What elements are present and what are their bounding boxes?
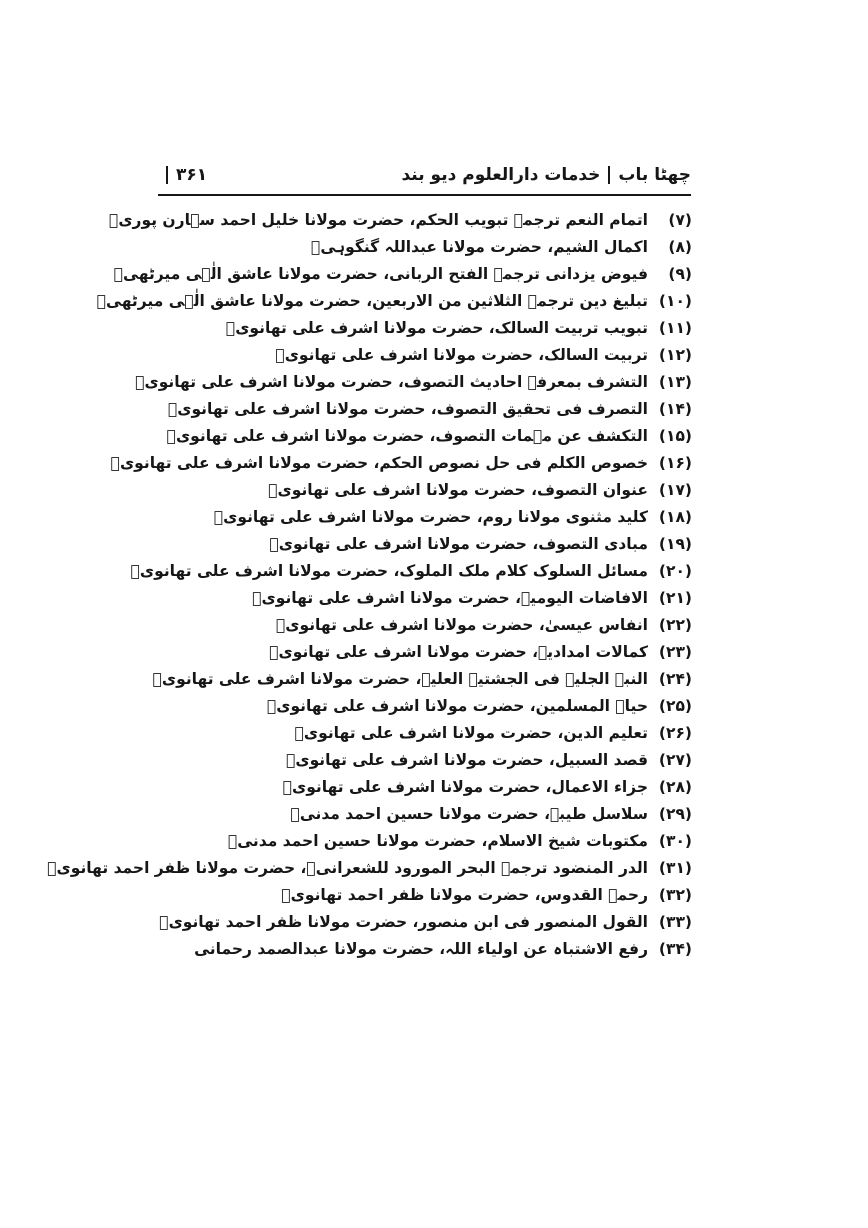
item-number: (۱۹) [658, 535, 692, 553]
item-text: مکتوبات شیخ الاسلام، حضرت مولانا حسین احمد مدنیؒ [227, 832, 648, 850]
item-text: التشرف بمعرفۃ احادیث التصوف، حضرت مولانا اشرف علی تھانویؒ [135, 373, 648, 391]
list-item [109, 207, 692, 234]
item-number: (۱۰) [658, 292, 692, 310]
item-number: (۳۰) [658, 832, 692, 850]
item-number: (۲۰) [658, 562, 692, 580]
item-number: (۱۱) [658, 319, 692, 337]
item-number: (۲۵) [658, 697, 692, 715]
header-separator [608, 166, 610, 184]
item-text: التصرف فی تحقیق التصوف، حضرت مولانا اشرف علی تھانویؒ [167, 400, 648, 418]
item-text: اکمال الشیم، حضرت مولانا عبداللہ گنگوہیؒ [311, 238, 648, 256]
list-item [300, 234, 692, 261]
item-number: (۲۸) [658, 778, 692, 796]
item-number: (۳۲) [658, 886, 692, 904]
list-item [252, 585, 692, 612]
item-text: الافاضات الیومیہ، حضرت مولانا اشرف علی تھانویؒ [252, 589, 648, 607]
list-item [282, 774, 692, 801]
chapter-label: چھٹا باب [618, 165, 691, 185]
item-number: (۳۱) [658, 859, 692, 877]
book-list [47, 207, 692, 963]
item-number: (۱۳) [658, 373, 692, 391]
header-rule [158, 194, 691, 196]
list-item [166, 423, 692, 450]
list-item [130, 558, 692, 585]
list-item [152, 666, 692, 693]
list-item [96, 288, 692, 315]
item-text: التکشف عن مہمات التصوف، حضرت مولانا اشرف علی تھانویؒ [166, 427, 648, 445]
item-number: (۲۹) [658, 805, 692, 823]
list-item [167, 396, 692, 423]
item-number: (۳۴) [658, 940, 692, 958]
item-text: انفاس عیسیٰ، حضرت مولانا اشرف علی تھانویؒ [275, 616, 648, 634]
running-header [158, 160, 691, 190]
item-text: الدر المنضود ترجمہ البحر المورود للشعرانیؒ، حضرت مولانا ظفر احمد تھانویؒ [47, 859, 648, 877]
list-item [269, 639, 692, 666]
item-text: خصوص الکلم فی حل نصوص الحکم، حضرت مولانا اشرف علی تھانویؒ [110, 454, 648, 472]
item-text: تربیت السالک، حضرت مولانا اشرف علی تھانویؒ [275, 346, 648, 364]
item-text: فیوض یزدانی ترجمہ الفتح الربانی، حضرت مولانا عاشق الٰہی میرٹھیؒ [113, 265, 648, 283]
list-item [47, 855, 692, 882]
item-text: رحمۃ القدوس، حضرت مولانا ظفر احمد تھانویؒ [281, 886, 648, 904]
item-text: مسائل السلوک کلام ملک الملوک، حضرت مولانا اشرف علی تھانویؒ [130, 562, 648, 580]
item-number: (۱۶) [658, 454, 692, 472]
item-text: القول المنصور فی ابن منصور، حضرت مولانا ظفر احمد تھانویؒ [159, 913, 648, 931]
list-item [213, 504, 692, 531]
list-item [135, 369, 692, 396]
item-number: (۲۱) [658, 589, 692, 607]
list-item [286, 747, 692, 774]
item-text: حیاۃ المسلمین، حضرت مولانا اشرف علی تھانویؒ [266, 697, 648, 715]
list-item [275, 342, 692, 369]
item-number: (۲۳) [658, 643, 692, 661]
list-item [294, 720, 692, 747]
list-item [113, 261, 692, 288]
list-item [225, 315, 692, 342]
list-item [159, 909, 692, 936]
item-number: (۷) [668, 211, 692, 229]
item-text: قصد السبیل، حضرت مولانا اشرف علی تھانویؒ [286, 751, 648, 769]
list-item [290, 801, 692, 828]
book-title: خدمات دارالعلوم دیو بند [401, 165, 601, 185]
item-number: (۹) [668, 265, 692, 283]
item-text: النبۃ الجلیۃ فی الجشتیۃ العلیۃ، حضرت مولانا اشرف علی تھانویؒ [152, 670, 648, 688]
item-number: (۱۴) [658, 400, 692, 418]
item-number: (۲۲) [658, 616, 692, 634]
item-text: اتمام النعم ترجمہ تبویب الحکم، حضرت مولانا خلیل احمد سہارن پوریؒ [109, 211, 648, 229]
list-item [110, 450, 692, 477]
list-item [275, 612, 692, 639]
item-text: کلید مثنوی مولانا روم، حضرت مولانا اشرف علی تھانویؒ [213, 508, 648, 526]
item-number: (۲۷) [658, 751, 692, 769]
item-number: (۱۸) [658, 508, 692, 526]
list-item [268, 477, 692, 504]
item-number: (۲۶) [658, 724, 692, 742]
item-number: (۳۳) [658, 913, 692, 931]
item-number: (۲۴) [658, 670, 692, 688]
item-text: رفع الاشتباہ عن اولیاء اللہ، حضرت مولانا عبدالصمد رحمانی [194, 940, 648, 958]
list-item [194, 936, 692, 963]
item-text: تبلیغ دین ترجمہ الثلاثین من الاربعین، حضرت مولانا عاشق الٰہی میرٹھیؒ [96, 292, 648, 310]
page-number: ۳۶۱ [176, 165, 208, 185]
item-text: جزاء الاعمال، حضرت مولانا اشرف علی تھانویؒ [282, 778, 648, 796]
list-item [281, 882, 692, 909]
header-chapter-title [401, 160, 691, 190]
item-text: کمالات امدادیہ، حضرت مولانا اشرف علی تھانویؒ [269, 643, 648, 661]
list-item [227, 828, 692, 855]
item-number: (۱۲) [658, 346, 692, 364]
item-text: سلاسل طیبہ، حضرت مولانا حسین احمد مدنیؒ [290, 805, 648, 823]
header-page-number [158, 160, 207, 190]
list-item [266, 693, 692, 720]
item-number: (۱۵) [658, 427, 692, 445]
item-number: (۱۷) [658, 481, 692, 499]
item-text: تعلیم الدین، حضرت مولانا اشرف علی تھانویؒ [294, 724, 648, 742]
item-text: عنوان التصوف، حضرت مولانا اشرف علی تھانویؒ [268, 481, 648, 499]
item-text: تبویب تربیت السالک، حضرت مولانا اشرف علی تھانویؒ [225, 319, 648, 337]
list-item [269, 531, 692, 558]
item-number: (۸) [668, 238, 692, 256]
header-separator [166, 166, 168, 184]
item-text: مبادی التصوف، حضرت مولانا اشرف علی تھانویؒ [269, 535, 648, 553]
